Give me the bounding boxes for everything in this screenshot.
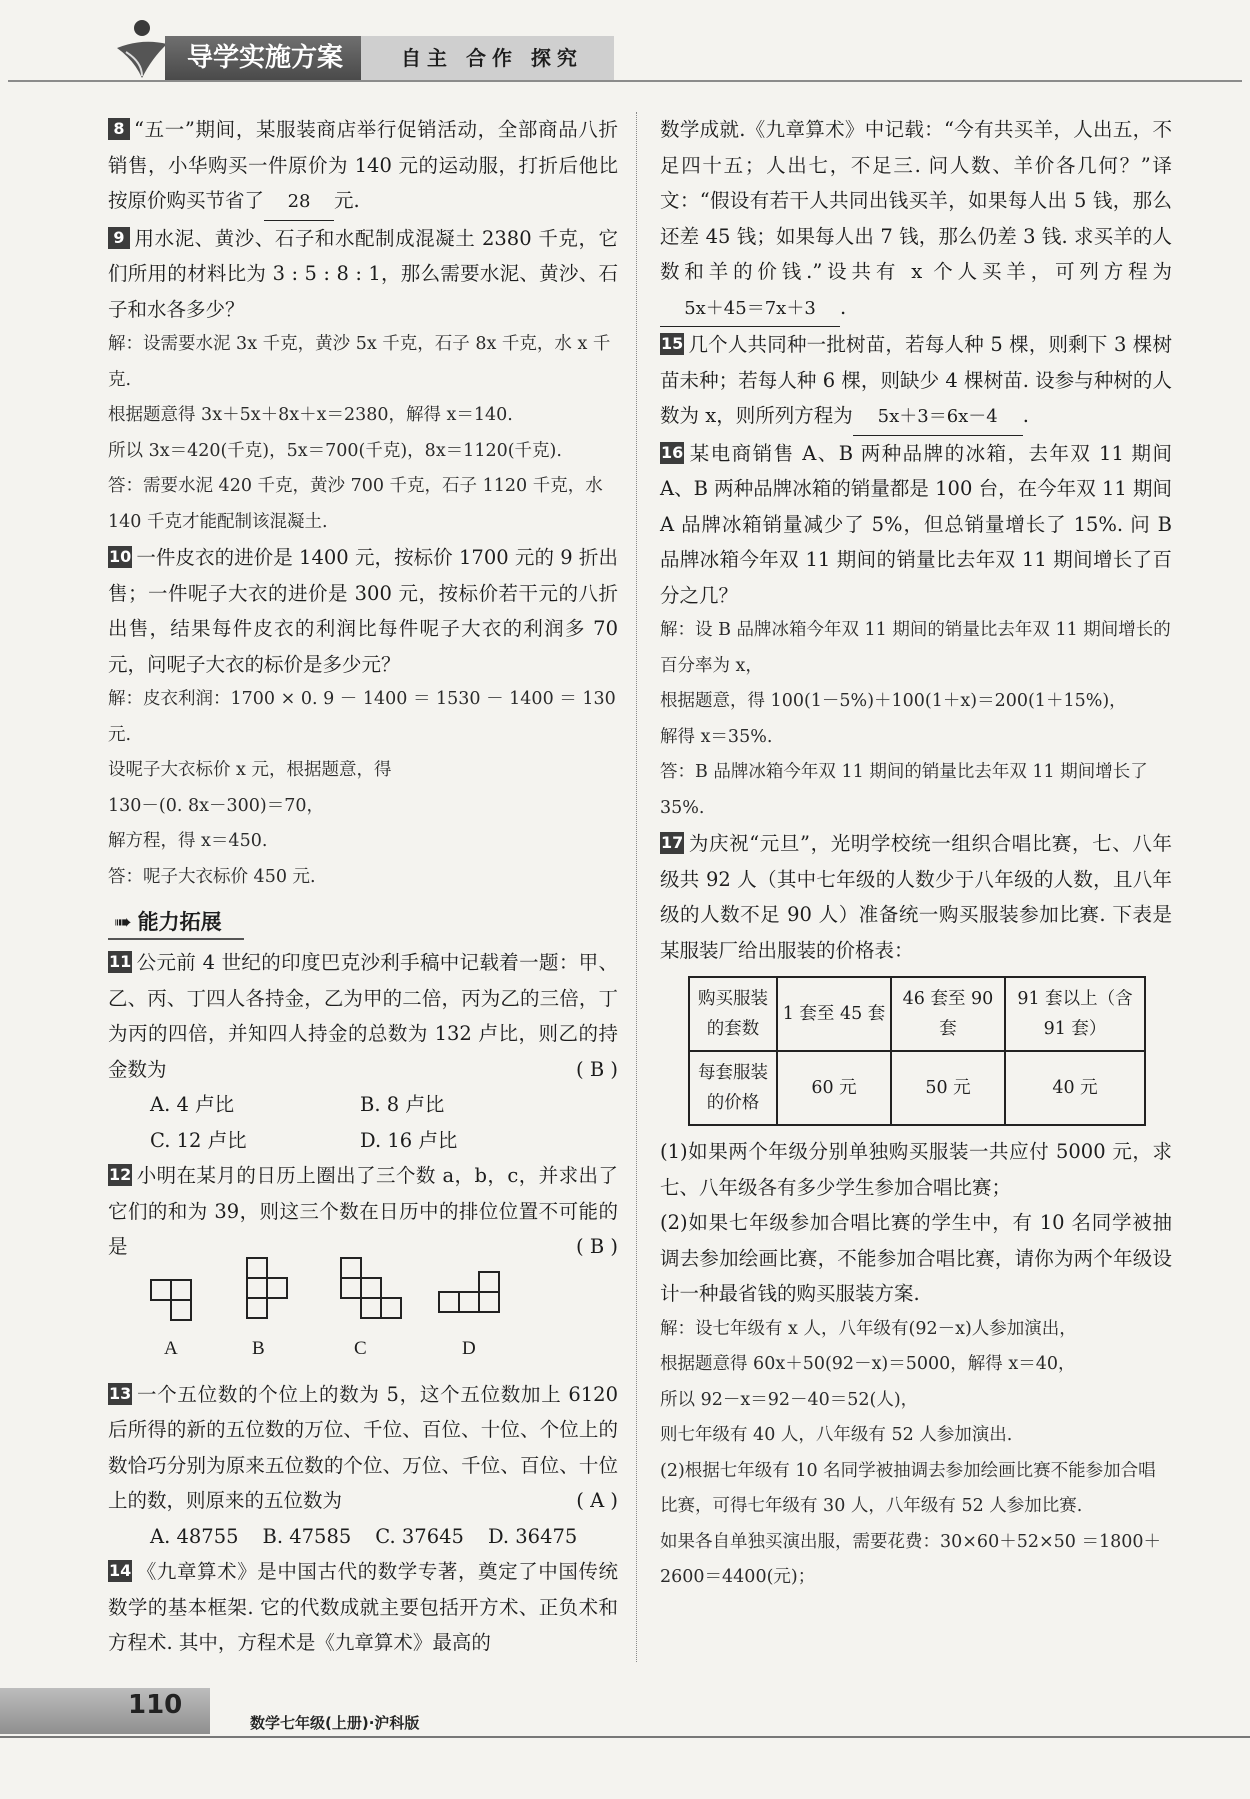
table-cell: 1 套至 45 套 (777, 977, 891, 1051)
option: D. 36475 (487, 1524, 578, 1548)
question-14 (108, 1554, 618, 1661)
question-number: 10 (109, 547, 132, 566)
left-column (108, 112, 618, 1661)
header-title: 导学实施方案 (165, 36, 361, 80)
figure-label: D (462, 1337, 476, 1359)
option: C. 37645 (375, 1524, 464, 1548)
question-15 (660, 327, 1172, 436)
logo-icon (112, 18, 172, 80)
option: A. 48755 (150, 1524, 239, 1548)
sub-question: (1)如果两个年级分别单独购买服装一共应付 5000 元，求七、八年级各有多少学生参加合唱比赛； (660, 1140, 1172, 1199)
question-8 (108, 112, 618, 221)
solution-line: 如果各自单独买演出服，需要花费：30×60＋52×50 ＝1800＋2600＝4400(元)； (660, 1531, 1161, 1587)
question-text: 一件皮衣的进价是 1400 元，按标价 1700 元的 9 折出售；一件呢子大衣的进价是 300 元，按标价若干元的八折出售，结果每件皮衣的利润比每件呢子大衣的利润多 70 元，问呢子大衣的标价是多少元？ (108, 546, 618, 676)
question-tail: . (840, 295, 847, 319)
answer-choice: ( A ) (576, 1489, 618, 1512)
solution-line: 根据题意得 60x＋50(92－x)＝5000，解得 x＝40， (660, 1354, 1076, 1374)
table-cell: 40 元 (1005, 1051, 1145, 1125)
option: B. 8 卢比 (360, 1093, 445, 1116)
arrow-icon: ➠ (114, 910, 132, 934)
answer-blank: 5x＋3＝6x－4 (853, 399, 1023, 436)
solution-line: 根据题意，得 100(1－5%)＋100(1＋x)＝200(1＋15%)， (660, 691, 1127, 711)
options (108, 1519, 618, 1555)
figure-label: A (164, 1337, 178, 1359)
solution-line: 解：皮衣利润：1700 × 0. 9 － 1400 ＝ 1530 － 1400 ＝ 130 元. (108, 689, 616, 745)
question-text: 几个人共同种一批树苗，若每人种 5 棵，则剩下 3 棵树苗未种；若每人种 6 棵，则缺少 4 棵树苗. 设参与种树的人数为 x，则所列方程为 (660, 333, 1172, 427)
solution-line: 答：B 品牌冰箱今年双 11 期间的销量比去年双 11 期间增长了 35%. (660, 762, 1148, 818)
question-12 (108, 1158, 618, 1265)
question-text: 用水泥、黄沙、石子和水配制成混凝土 2380 千克，它们所用的材料比为 3 : 5 : 8 : 1，那么需要水泥、黄沙、石子和水各多少？ (108, 226, 618, 321)
options (108, 1087, 618, 1158)
sub-question: (2)如果七年级参加合唱比赛的学生中，有 10 名同学被抽调去参加绘画比赛，不能参加合唱比赛，请你为两个年级设计一种最省钱的购买服装方案. (660, 1211, 1172, 1305)
answer-choice: ( B ) (576, 1057, 618, 1081)
question-text: 一个五位数的个位上的数为 5，这个五位数加上 6120 后所得的新的五位数的万位、千位、百位、十位、个位上的数恰巧分别为原来五位数的个位、万位、千位、百位、十位上的数，则原来的五位数为 (108, 1382, 618, 1512)
table-cell: 每套服装的价格 (689, 1051, 777, 1125)
question-number: 14 (109, 1561, 132, 1580)
solution-line: 所以 3x＝420(千克)，5x＝700(千克)，8x＝1120(千克). (108, 440, 562, 461)
table-cell: 购买服装的套数 (689, 977, 777, 1051)
section-title: 能力拓展 (137, 910, 222, 934)
solution-line: 130－(0. 8x－300)＝70， (108, 795, 324, 816)
option: C. 12 卢比 (150, 1128, 247, 1152)
answer-blank: 5x＋45＝7x＋3 (660, 291, 840, 328)
calendar-figures (108, 1271, 618, 1371)
solution-line: 解：设需要水泥 3x 千克，黄沙 5x 千克，石子 8x 千克，水 x 千克. (108, 334, 611, 390)
question-number: 13 (109, 1383, 132, 1403)
question-11 (108, 945, 618, 1087)
question-9 (108, 221, 618, 328)
table-row (689, 1051, 1145, 1125)
solution-line: 根据题意得 3x＋5x＋8x＋x＝2380，解得 x＝140. (108, 405, 513, 425)
question-number: 16 (661, 442, 684, 462)
solution-line: 解得 x＝35%. (660, 726, 773, 747)
price-table (688, 976, 1146, 1126)
question-number: 12 (109, 1165, 132, 1184)
solution-line: 解方程，得 x＝450. (108, 831, 268, 851)
question-16 (660, 436, 1172, 614)
question-number: 9 (108, 227, 130, 249)
question-number: 17 (661, 833, 684, 852)
option: D. 16 卢比 (360, 1128, 458, 1152)
table-cell: 50 元 (891, 1051, 1005, 1125)
question-number: 11 (109, 952, 132, 971)
table-cell: 91 套以上（含 91 套） (1005, 977, 1145, 1051)
question-text: 小明在某月的日历上圈出了三个数 a，b，c，并求出了它们的和为 39，则这三个数在日历中的排位位置不可能的是 (108, 1164, 618, 1258)
column-divider (636, 112, 638, 1662)
question-14-continued (660, 112, 1172, 327)
question-10 (108, 540, 618, 682)
solution-line: 解：设 B 品牌冰箱今年双 11 期间的销量比去年双 11 期间增长的百分率为 x， (660, 620, 1171, 676)
solution-line: 则七年级有 40 人，八年级有 52 人参加演出. (660, 1425, 1013, 1445)
solution-line: 设呢子大衣标价 x 元，根据题意，得 (108, 760, 392, 780)
question-text: 为庆祝“元旦”，光明学校统一组织合唱比赛，七、八年级共 92 人（其中七年级的人数少于八年级的人数，且八年级的人数不足 90 人）准备统一购买服装参加比赛. 下表是某服装厂给出服装的价格表： (660, 832, 1172, 962)
question-text: 公元前 4 世纪的印度巴克沙利手稿中记载着一题：甲、乙、丙、丁四人各持金，乙为甲的二倍，丙为乙的三倍，丁为丙的四倍，并知四人持金的总数为 132 卢比，则乙的持金数为 (108, 951, 618, 1081)
question-13 (108, 1377, 618, 1519)
header-subtitle: 自主 合作 探究 (361, 36, 614, 80)
question-text: 《九章算术》是中国古代的数学专著，奠定了中国传统数学的基本框架. 它的代数成就主要包括开方术、正负术和方程术. 其中，方程术是《九章算术》最高的 (108, 1560, 618, 1654)
answer-blank: 28 (264, 184, 334, 221)
question-number: 15 (661, 334, 684, 353)
table-cell: 46 套至 90 套 (891, 977, 1005, 1051)
table-row (689, 977, 1145, 1051)
table-cell: 60 元 (777, 1051, 891, 1125)
solution-line: 答：需要水泥 420 千克，黄沙 700 千克，石子 1120 千克，水 140 千克才能配制该混凝土. (108, 476, 603, 532)
solution-line: 所以 92－x＝92－40＝52(人)， (660, 1389, 919, 1410)
book-title: 数学七年级(上册)·沪科版 (250, 1714, 420, 1732)
figure-label: B (252, 1337, 265, 1359)
section-heading (108, 905, 618, 941)
option: A. 4 卢比 (150, 1093, 235, 1116)
question-tail: 元. (334, 189, 360, 212)
right-column (660, 112, 1172, 1596)
solution-line: 解：设七年级有 x 人，八年级有(92－x)人参加演出， (660, 1318, 1077, 1339)
question-text: “五一”期间，某服装商店举行促销活动，全部商品八折销售，小华购买一件原价为 140 元的运动服，打折后他比按原价购买节省了 (108, 118, 618, 212)
answer-choice: ( B ) (576, 1235, 618, 1258)
solution-line: 答：呢子大衣标价 450 元. (108, 866, 316, 887)
question-17 (660, 826, 1172, 968)
page-number: 110 (128, 1690, 183, 1720)
footer-line (0, 1736, 1250, 1738)
solution-line: (2)根据七年级有 10 名同学被抽调去参加绘画比赛不能参加合唱比赛，可得七年级有 30 人，八年级有 52 人参加比赛. (660, 1460, 1156, 1516)
question-tail: . (1022, 404, 1029, 427)
question-text: 某电商销售 A、B 两种品牌的冰箱，去年双 11 期间 A、B 两种品牌冰箱的销量都是 100 台，在今年双 11 期间 A 品牌冰箱销量减少了 5%，但总销量增长了 15%. 问 B 品牌冰箱今年双 11 期间的销量比去年双 11 期间增长了百分之几？ (660, 441, 1172, 607)
option: B. 47585 (262, 1524, 352, 1548)
question-text: 数学成就.《九章算术》中记载：“今有共买羊，人出五，不足四十五；人出七，不足三. 问人数、羊价各几何？”译文：“假设有若干人共同出钱买羊，如果每人出 5 钱，那么还差 45 钱；如果每人出 7 钱，那么仍差 3 钱. 求买羊的人数和羊的价钱.”设共有 x 个人买羊，可列方程为 (660, 118, 1172, 283)
figure-label: C (354, 1337, 367, 1359)
question-number: 8 (108, 118, 130, 140)
